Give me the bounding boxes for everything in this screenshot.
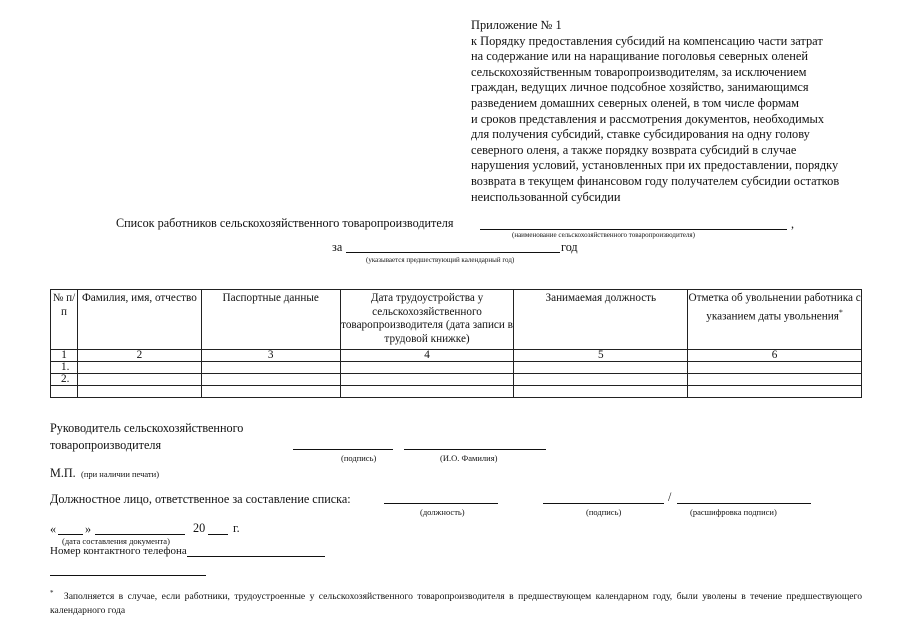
table-cell[interactable] [201, 362, 340, 374]
company-name-field[interactable] [480, 229, 787, 230]
header-passport-text: Паспортные данные [222, 292, 319, 304]
appendix-header [471, 18, 891, 205]
header-number-text: № п/п [52, 292, 76, 318]
column-number-row [51, 350, 862, 362]
column-number: 2 [77, 350, 201, 362]
column-number: 4 [340, 350, 514, 362]
appendix-line: для получения субсидий, ставке субсидирования на одну голову [471, 127, 810, 142]
phone-field[interactable] [187, 556, 325, 557]
date-year-suffix: г. [233, 521, 240, 535]
employees-table [50, 289, 862, 398]
header-passport [201, 290, 340, 350]
appendix-line: сельскохозяйственным товаропроизводителям, за исключением [471, 64, 807, 79]
official-position-field[interactable] [384, 503, 498, 504]
appendix-line: неиспользованной субсидии [471, 189, 621, 204]
table-header-row [51, 290, 862, 350]
phone-label: Номер контактного телефона [50, 545, 187, 557]
header-dismissal-text: Отметка об увольнении работника с указанием даты увольнения [688, 292, 861, 323]
official-position-hint: (должность) [420, 507, 465, 517]
table-row [51, 362, 862, 374]
appendix-line: к Порядку предоставления субсидий на компенсацию части затрат [471, 33, 823, 48]
table-cell[interactable] [514, 362, 688, 374]
date-month-field[interactable] [95, 534, 185, 535]
official-decoding-hint: (расшифровка подписи) [690, 507, 777, 517]
table-row [51, 386, 862, 398]
appendix-line: разведением домашних северных оленей, в том числе формам [471, 95, 799, 110]
seal-hint: (при наличии печати) [81, 469, 160, 479]
column-number: 5 [514, 350, 688, 362]
seal-label: М.П. [50, 466, 76, 480]
table-cell[interactable] [514, 386, 688, 398]
header-footnote-mark: * [838, 307, 843, 317]
year-label: год [561, 240, 578, 254]
official-signature-field[interactable] [543, 503, 664, 504]
appendix-line: и сроков представления и рассмотрения документов, необходимых [471, 111, 825, 126]
head-signature-field[interactable] [293, 449, 393, 450]
date-hint: (дата составления документа) [62, 536, 170, 546]
column-number: 1 [51, 350, 78, 362]
table-cell[interactable] [688, 374, 862, 386]
table-cell[interactable] [201, 386, 340, 398]
header-position [514, 290, 688, 350]
header-employment-date-text: Дата трудоустройства у сельскохозяйственного товаропроизводителя (дата записи в трудовой книжке) [341, 292, 513, 345]
head-name-hint: (И.О. Фамилия) [440, 453, 498, 463]
date-year-field[interactable] [208, 534, 228, 535]
appendix-line: нарушения условий, установленных при их предоставлении, порядку [471, 158, 839, 173]
row-number: 2. [51, 374, 78, 386]
row-number: 1. [51, 362, 78, 374]
footnote-mark: * [50, 589, 54, 597]
footnote-separator [50, 575, 206, 576]
official-signature-hint: (подпись) [586, 507, 622, 517]
list-title: Список работников сельскохозяйственного товаропроизводителя [116, 216, 454, 230]
appendix-line: Приложение № 1 [471, 18, 562, 32]
table-cell[interactable] [77, 362, 201, 374]
appendix-line: возврата в текущем финансовом году получателем субсидии остатков [471, 173, 840, 188]
year-hint: (указывается предшествующий календарный год) [366, 256, 515, 264]
company-name-hint: (наименование сельскохозяйственного товаропроизводителя) [512, 231, 695, 239]
date-close-quote: » [85, 522, 92, 536]
header-number [51, 290, 78, 350]
column-number: 3 [201, 350, 340, 362]
appendix-line: на содержание или на наращивание поголовья северных оленей [471, 49, 808, 64]
head-label-line2: товаропроизводителя [50, 438, 162, 452]
table-cell[interactable] [688, 362, 862, 374]
header-employment-date [340, 290, 514, 350]
table-cell[interactable] [201, 374, 340, 386]
table-cell[interactable] [340, 362, 514, 374]
title-comma: , [791, 217, 795, 231]
year-field[interactable] [346, 252, 560, 253]
header-fullname-text: Фамилия, имя, отчество [81, 292, 197, 304]
table-cell[interactable] [514, 374, 688, 386]
head-name-field[interactable] [404, 449, 546, 450]
header-dismissal [688, 290, 862, 350]
header-position-text: Занимаемая должность [545, 292, 657, 304]
table-cell[interactable] [77, 386, 201, 398]
head-label-line1: Руководитель сельскохозяйственного [50, 421, 244, 435]
column-number: 6 [688, 350, 862, 362]
appendix-line: северного оленя, а также порядку возврата субсидий в случае [471, 142, 797, 157]
table-cell[interactable] [340, 386, 514, 398]
footnote-text: Заполняется в случае, если работники, трудоустроенные у сельскохозяйственного товаропроизводителя в предшествующем календарном году, были уволены в течение предшествующего календарного года [50, 591, 862, 617]
official-slash: / [668, 490, 672, 504]
official-decoding-field[interactable] [677, 503, 811, 504]
table-cell[interactable] [688, 386, 862, 398]
official-label: Должностное лицо, ответственное за составление списка: [50, 492, 351, 506]
header-fullname [77, 290, 201, 350]
head-signature-hint: (подпись) [341, 453, 377, 463]
date-year-prefix: 20 [193, 521, 206, 535]
date-open-quote: « [50, 522, 57, 536]
table-cell[interactable] [340, 374, 514, 386]
table-row [51, 374, 862, 386]
appendix-line: граждан, ведущих личное подсобное хозяйство, занимающимся [471, 80, 809, 95]
table-cell[interactable] [77, 374, 201, 386]
footnote [50, 586, 862, 618]
for-label: за [332, 240, 343, 254]
date-day-field[interactable] [58, 534, 83, 535]
table-cell[interactable] [51, 386, 78, 398]
